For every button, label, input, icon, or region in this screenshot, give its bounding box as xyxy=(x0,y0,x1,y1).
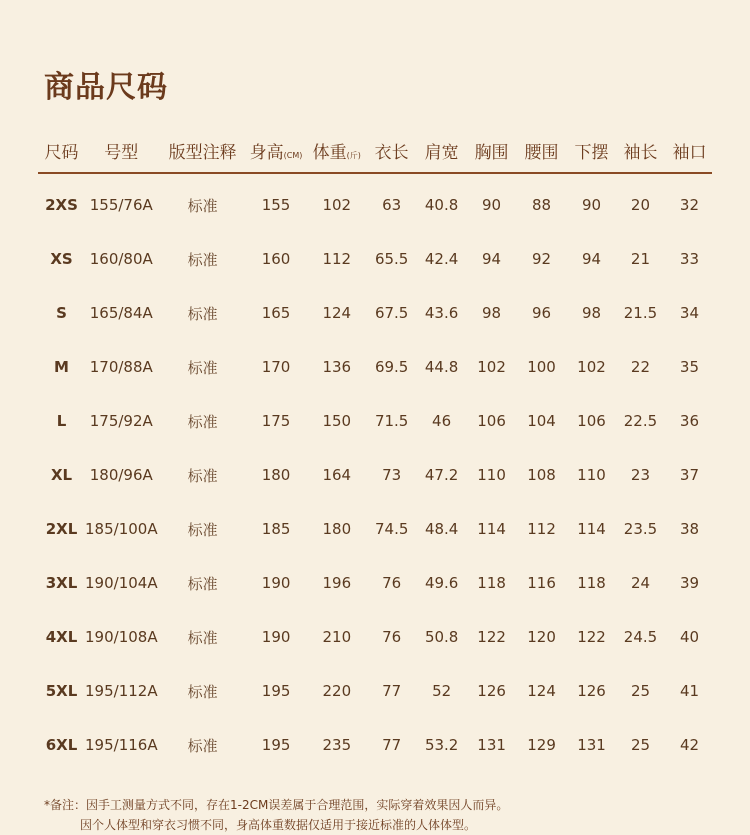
table-cell: 77 xyxy=(382,736,402,754)
table-row xyxy=(38,232,712,286)
table-cell: 102 xyxy=(477,358,506,376)
header-cell xyxy=(414,138,469,163)
table-cell: 36 xyxy=(679,412,699,430)
table-cell: 74.5 xyxy=(374,520,409,538)
table-cell: 76 xyxy=(382,628,402,646)
table-body xyxy=(38,174,712,772)
table-cell: 42.4 xyxy=(424,250,459,268)
table-cell: 94 xyxy=(581,250,602,268)
table-cell: 102 xyxy=(577,358,606,376)
table-cell: 33 xyxy=(679,250,699,268)
header-cell xyxy=(304,138,369,163)
table-cell: 47.2 xyxy=(424,466,459,484)
table-cell: 114 xyxy=(577,520,606,538)
header-cell xyxy=(248,138,305,163)
table-cell: 190 xyxy=(261,574,291,592)
table-cell: 122 xyxy=(577,628,606,646)
table-cell: 22 xyxy=(630,358,651,376)
table-cell: 185 xyxy=(261,520,291,538)
table-cell: 5XL xyxy=(45,682,78,700)
table-cell: 69.5 xyxy=(374,358,409,376)
table-cell: 标准 xyxy=(187,466,218,485)
header-label: 袖口 xyxy=(672,142,707,163)
table-row xyxy=(38,556,712,610)
table-cell: 170 xyxy=(261,358,291,376)
table-cell: 40 xyxy=(679,628,700,646)
header-unit: (斤) xyxy=(346,150,361,160)
table-cell: 190/104A xyxy=(85,574,158,592)
table-cell: 164 xyxy=(322,466,352,484)
table-cell: 标准 xyxy=(187,304,218,323)
table-cell: 标准 xyxy=(187,682,218,701)
table-cell: 94 xyxy=(482,250,502,268)
header-label: 体重 xyxy=(312,142,347,163)
table-cell: 136 xyxy=(322,358,352,376)
table-cell: 110 xyxy=(577,466,606,484)
header-label: 胸围 xyxy=(474,142,509,163)
table-cell: 175/92A xyxy=(89,412,153,430)
table-cell: 185/100A xyxy=(85,520,158,538)
table-cell: 155/76A xyxy=(89,196,153,214)
table-cell: M xyxy=(54,358,69,376)
table-row xyxy=(38,718,712,772)
header-cell xyxy=(158,138,248,163)
table-cell: 195/116A xyxy=(85,736,158,754)
table-cell: 160/80A xyxy=(89,250,153,268)
table-row xyxy=(38,448,712,502)
table-cell: 76 xyxy=(382,574,402,592)
header-cell xyxy=(469,138,514,163)
table-cell: 116 xyxy=(527,574,556,592)
table-cell: 40.8 xyxy=(424,196,459,214)
table-cell: 106 xyxy=(477,412,506,430)
table-cell: 180 xyxy=(261,466,291,484)
table-row xyxy=(38,340,712,394)
header-label: 袖长 xyxy=(623,142,658,163)
table-cell: 110 xyxy=(477,466,506,484)
table-cell: 175 xyxy=(261,412,291,430)
table-cell: 196 xyxy=(322,574,352,592)
table-cell: 21.5 xyxy=(623,304,658,322)
table-cell: 48.4 xyxy=(424,520,459,538)
table-cell: 4XL xyxy=(45,628,78,646)
table-cell: 23 xyxy=(630,466,651,484)
table-cell: XS xyxy=(50,250,73,268)
table-cell: 20 xyxy=(630,196,651,214)
table-cell: 53.2 xyxy=(424,736,459,754)
table-cell: 180/96A xyxy=(89,466,153,484)
table-cell: 126 xyxy=(477,682,506,700)
remarks xyxy=(44,795,508,835)
table-cell: 50.8 xyxy=(424,628,459,646)
table-cell: 131 xyxy=(477,736,506,754)
table-cell: 100 xyxy=(527,358,556,376)
table-cell: 155 xyxy=(261,196,291,214)
table-cell: 44.8 xyxy=(424,358,459,376)
table-cell: 63 xyxy=(382,196,402,214)
table-cell: 22.5 xyxy=(623,412,658,430)
table-cell: 25 xyxy=(630,682,651,700)
table-cell: 114 xyxy=(477,520,506,538)
header-label: 下摆 xyxy=(574,142,609,163)
table-cell: 165 xyxy=(261,304,291,322)
table-cell: 190 xyxy=(261,628,291,646)
table-cell: 104 xyxy=(527,412,556,430)
table-cell: 标准 xyxy=(187,358,218,377)
table-cell: 标准 xyxy=(187,736,218,755)
table-cell: 25 xyxy=(630,736,651,754)
table-cell: 98 xyxy=(581,304,602,322)
table-cell: 46 xyxy=(432,412,452,430)
table-cell: 标准 xyxy=(187,628,218,647)
header-unit: (CM) xyxy=(283,150,303,160)
table-cell: 220 xyxy=(322,682,352,700)
table-cell: 195 xyxy=(261,736,291,754)
header-label: 身高 xyxy=(249,142,284,163)
table-cell: 24 xyxy=(630,574,651,592)
table-cell: 77 xyxy=(382,682,402,700)
table-cell: 124 xyxy=(322,304,352,322)
header-label: 衣长 xyxy=(374,142,409,163)
table-cell: 124 xyxy=(527,682,556,700)
table-cell: 88 xyxy=(531,196,552,214)
table-row xyxy=(38,502,712,556)
table-cell: 131 xyxy=(577,736,606,754)
table-cell: 210 xyxy=(322,628,352,646)
header-label: 腰围 xyxy=(524,142,559,163)
table-cell: 标准 xyxy=(187,574,218,593)
table-cell: XL xyxy=(50,466,73,484)
table-cell: 129 xyxy=(527,736,556,754)
page-title: 商品尺码 xyxy=(44,70,168,105)
table-cell: 24.5 xyxy=(623,628,658,646)
table-header xyxy=(38,128,712,174)
table-cell: 90 xyxy=(482,196,502,214)
header-cell xyxy=(85,138,158,163)
header-cell xyxy=(38,138,85,163)
table-cell: 标准 xyxy=(187,196,218,215)
table-cell: 90 xyxy=(581,196,602,214)
table-cell: 2XS xyxy=(45,196,78,214)
table-cell: 165/84A xyxy=(89,304,153,322)
table-cell: 180 xyxy=(322,520,352,538)
table-cell: 108 xyxy=(527,466,556,484)
table-cell: 2XL xyxy=(45,520,78,538)
table-cell: 67.5 xyxy=(374,304,409,322)
table-cell: 235 xyxy=(322,736,352,754)
table-cell: 52 xyxy=(432,682,452,700)
header-cell xyxy=(514,138,569,163)
table-row xyxy=(38,394,712,448)
header-cell xyxy=(667,138,712,163)
table-row xyxy=(38,178,712,232)
table-cell: 21 xyxy=(630,250,651,268)
table-cell: 34 xyxy=(679,304,699,322)
table-cell: 标准 xyxy=(187,520,218,539)
table-cell: L xyxy=(56,412,67,430)
table-cell: 37 xyxy=(679,466,699,484)
table-cell: 106 xyxy=(577,412,606,430)
table-cell: 35 xyxy=(679,358,699,376)
table-cell: 150 xyxy=(322,412,352,430)
table-row xyxy=(38,610,712,664)
table-cell: 195/112A xyxy=(85,682,158,700)
table-cell: 标准 xyxy=(187,250,218,269)
table-cell: 118 xyxy=(477,574,506,592)
table-cell: 标准 xyxy=(187,412,218,431)
table-cell: 32 xyxy=(679,196,699,214)
table-cell: 43.6 xyxy=(424,304,459,322)
remark-line-2: 因个人体型和穿衣习惯不同，身高体重数据仅适用于接近标准的人体体型。 xyxy=(80,818,477,832)
remark-line-1: *备注：因手工测量方式不同，存在1-2CM误差属于合理范围，实际穿着效果因人而异。 xyxy=(44,798,509,812)
table-row xyxy=(38,286,712,340)
header-label: 号型 xyxy=(104,142,139,163)
table-cell: 170/88A xyxy=(89,358,153,376)
table-cell: 6XL xyxy=(45,736,78,754)
table-cell: 112 xyxy=(527,520,556,538)
table-cell: 38 xyxy=(679,520,700,538)
table-cell: 112 xyxy=(322,250,352,268)
table-cell: 160 xyxy=(261,250,291,268)
table-cell: 118 xyxy=(577,574,606,592)
header-cell xyxy=(569,138,614,163)
table-cell: 122 xyxy=(477,628,506,646)
header-label: 尺码 xyxy=(44,142,79,163)
table-cell: 190/108A xyxy=(85,628,158,646)
header-cell xyxy=(614,138,667,163)
table-cell: 73 xyxy=(382,466,402,484)
table-cell: 92 xyxy=(531,250,552,268)
table-cell: 65.5 xyxy=(374,250,409,268)
header-label: 肩宽 xyxy=(424,142,459,163)
table-cell: 126 xyxy=(577,682,606,700)
table-row xyxy=(38,664,712,718)
table-cell: 42 xyxy=(679,736,700,754)
table-cell: 23.5 xyxy=(623,520,658,538)
table-cell: 195 xyxy=(261,682,291,700)
table-cell: 102 xyxy=(322,196,352,214)
table-cell: 39 xyxy=(679,574,700,592)
table-cell: 96 xyxy=(531,304,552,322)
table-cell: 41 xyxy=(679,682,700,700)
table-cell: 71.5 xyxy=(374,412,409,430)
table-cell: 98 xyxy=(482,304,502,322)
header-label: 版型注释 xyxy=(168,142,237,163)
table-cell: 3XL xyxy=(45,574,78,592)
size-chart-table xyxy=(38,128,712,772)
header-cell xyxy=(369,138,414,163)
table-cell: S xyxy=(56,304,67,322)
table-cell: 120 xyxy=(527,628,556,646)
table-cell: 49.6 xyxy=(424,574,459,592)
